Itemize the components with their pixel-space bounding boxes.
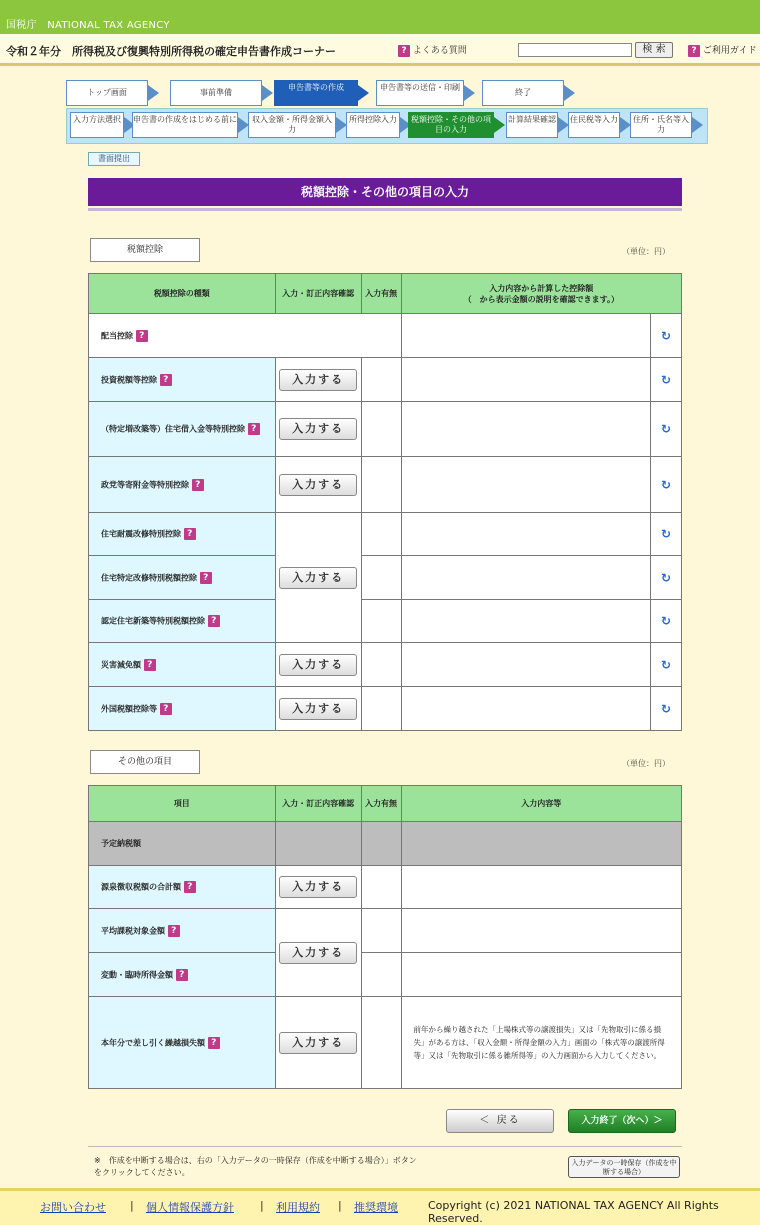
row-label: 配当控除 xyxy=(101,331,133,340)
table-row xyxy=(89,314,402,358)
footer-separator: | xyxy=(338,1199,342,1212)
col-header: 入力・訂正内容確認 xyxy=(275,274,361,314)
table-row xyxy=(89,513,276,556)
title-bar xyxy=(0,34,760,66)
substep-tax-credit xyxy=(408,112,494,138)
substep-input-method[interactable] xyxy=(70,112,124,138)
explain-icon[interactable]: ↻ xyxy=(660,570,672,585)
col-header: 入力有無 xyxy=(361,274,401,314)
agency-bar xyxy=(0,0,760,34)
explain-icon[interactable]: ↻ xyxy=(660,422,672,436)
content-cell xyxy=(401,909,681,953)
explain-icon[interactable]: ↻ xyxy=(660,477,672,492)
step-label: 申告書等の作成 xyxy=(288,83,344,92)
substep-result xyxy=(506,112,558,138)
button-cell xyxy=(275,513,361,643)
explain-cell xyxy=(651,687,682,731)
table-row xyxy=(89,822,276,866)
amount-cell xyxy=(401,643,650,687)
explain-cell xyxy=(651,600,682,643)
unit-label: （単位：円） xyxy=(622,247,670,256)
row-label: 災害減免額 xyxy=(101,660,141,669)
status-cell xyxy=(361,687,401,731)
row-label: 変動・臨時所得金額 xyxy=(101,970,173,979)
substep-income[interactable] xyxy=(248,112,336,138)
amount-cell xyxy=(401,402,650,457)
status-cell xyxy=(361,358,401,402)
copyright: Copyright (c) 2021 NATIONAL TAX AGENCY All Rights Reserved. xyxy=(428,1199,719,1225)
step-create xyxy=(274,80,358,106)
substep-resident-tax xyxy=(568,112,620,138)
substep-label: 住民税等入力 xyxy=(570,115,618,124)
section-tax-credit: 税額控除 xyxy=(90,238,200,262)
guide-icon: ? xyxy=(688,45,700,57)
explain-icon[interactable]: ↻ xyxy=(660,372,672,387)
substep-before-start[interactable] xyxy=(132,112,238,138)
table-row xyxy=(89,997,276,1089)
table-row xyxy=(89,687,276,731)
input-button[interactable]: 入力する xyxy=(279,942,357,964)
status-cell xyxy=(361,600,401,643)
status-cell xyxy=(361,457,401,513)
question-icon: ? xyxy=(398,45,410,57)
help-icon[interactable]: ? xyxy=(200,572,212,584)
help-icon[interactable]: ? xyxy=(208,615,220,627)
footer-link-env[interactable]: 推奨環境 xyxy=(354,1201,398,1214)
explain-icon[interactable]: ↻ xyxy=(660,701,672,716)
section-other-items: その他の項目 xyxy=(90,750,200,774)
row-label: 予定納税額 xyxy=(101,839,141,848)
input-button[interactable]: 入力する xyxy=(279,1032,357,1054)
status-cell xyxy=(361,953,401,997)
substep-label: 計算結果確認 xyxy=(508,115,556,124)
substep-label: 申告書の作成をはじめる前に xyxy=(133,115,237,124)
explain-cell xyxy=(651,457,682,513)
amount-cell xyxy=(401,556,650,600)
amount-cell xyxy=(401,513,650,556)
explain-cell xyxy=(651,513,682,556)
help-icon[interactable]: ? xyxy=(192,479,204,491)
button-cell xyxy=(275,822,361,866)
button-cell xyxy=(275,457,361,513)
table-row xyxy=(89,358,276,402)
help-icon[interactable]: ? xyxy=(160,374,172,386)
button-cell xyxy=(275,909,361,997)
col-header: 入力・訂正内容確認 xyxy=(275,786,361,822)
search-input[interactable] xyxy=(518,43,632,57)
footer-link-contact[interactable]: お問い合わせ xyxy=(40,1201,106,1214)
col-header xyxy=(401,274,681,314)
unit-label: （単位：円） xyxy=(622,759,670,768)
row-label: 平均課税対象金額 xyxy=(101,926,165,935)
amount-cell xyxy=(401,600,650,643)
row-label: 認定住宅新築等特別税額控除 xyxy=(101,616,205,626)
col-header: 入力有無 xyxy=(361,786,401,822)
step-label: 事前準備 xyxy=(200,88,232,97)
col-header: 税額控除の種類 xyxy=(89,274,276,314)
help-icon[interactable]: ? xyxy=(208,1037,220,1049)
help-icon[interactable]: ? xyxy=(184,528,196,540)
row-label: 政党等寄附金等特別控除 xyxy=(101,480,189,489)
status-cell xyxy=(361,866,401,909)
substep-label: 収入金額・所得金額入力 xyxy=(252,115,332,134)
input-button[interactable]: 入力する xyxy=(279,369,357,391)
table-row xyxy=(89,953,276,997)
button-cell xyxy=(275,643,361,687)
title-divider xyxy=(88,208,682,211)
amount-cell xyxy=(401,358,650,402)
footer xyxy=(0,1188,760,1225)
table-row xyxy=(89,457,276,513)
footer-separator: | xyxy=(130,1199,134,1212)
amount-cell xyxy=(401,687,650,731)
help-icon[interactable]: ? xyxy=(184,881,196,893)
button-cell xyxy=(275,687,361,731)
input-button[interactable]: 入力する xyxy=(279,474,357,496)
amount-cell xyxy=(401,457,650,513)
help-icon[interactable]: ? xyxy=(176,969,188,981)
step-send xyxy=(376,80,464,106)
status-cell xyxy=(361,643,401,687)
button-cell xyxy=(275,358,361,402)
explain-icon[interactable]: ↻ xyxy=(660,328,672,343)
input-button[interactable]: 入力する xyxy=(279,698,357,720)
row-label: 住宅特定改修特別税額控除 xyxy=(101,573,197,582)
button-cell xyxy=(275,866,361,909)
row-label: 外国税額控除等 xyxy=(101,704,157,713)
help-icon[interactable]: ? xyxy=(144,659,156,671)
row-label: （特定増改築等）住宅借入金等特別控除 xyxy=(101,424,245,434)
explain-cell xyxy=(651,643,682,687)
table-row xyxy=(89,600,276,643)
button-cell xyxy=(275,402,361,457)
input-button[interactable]: 入力する xyxy=(279,876,357,898)
step-label: 終了 xyxy=(515,88,531,97)
search-button[interactable]: 検 索 xyxy=(635,42,673,58)
status-cell xyxy=(361,513,401,556)
help-icon[interactable]: ? xyxy=(248,423,260,435)
row-label: 本年分で差し引く繰越損失額 xyxy=(101,1038,205,1047)
input-button[interactable]: 入力する xyxy=(279,654,357,676)
col-header-subtext: （ から表示金額の説明を確認できます。） xyxy=(463,294,619,304)
content-cell xyxy=(401,822,681,866)
faq-link[interactable] xyxy=(398,43,467,57)
step-end xyxy=(482,80,564,106)
explain-cell xyxy=(651,402,682,457)
table-row xyxy=(89,866,276,909)
col-header: 入力内容等 xyxy=(401,786,681,822)
suspend-note: ※ 作成を中断する場合は、右の「入力データの一時保存（作成を中断する場合）」ボタンをクリックしてください。 xyxy=(94,1156,417,1177)
page-title: 税額控除・その他の項目の入力 xyxy=(88,178,682,206)
row-label: 住宅耐震改修特別控除 xyxy=(101,529,181,539)
row-label: 源泉徴収税額の合計額 xyxy=(101,882,181,892)
substep-address xyxy=(630,112,692,138)
help-icon[interactable]: ? xyxy=(168,925,180,937)
substep-label: 所得控除入力 xyxy=(349,115,397,124)
substep-label: 税額控除・その他の項目の入力 xyxy=(411,115,491,134)
status-cell xyxy=(361,556,401,600)
paper-submit-link[interactable]: 書面提出 xyxy=(88,152,140,166)
input-button[interactable]: 入力する xyxy=(279,418,357,440)
help-icon[interactable]: ? xyxy=(136,330,148,342)
help-icon[interactable]: ? xyxy=(160,703,172,715)
status-cell xyxy=(361,402,401,457)
table-row xyxy=(89,402,276,457)
input-button[interactable]: 入力する xyxy=(279,567,357,589)
step-label: 申告書等の送信・印刷 xyxy=(380,83,460,92)
footer-link-privacy[interactable]: 個人情報保護方針 xyxy=(146,1201,234,1214)
other-items-table xyxy=(88,785,682,1089)
divider xyxy=(88,1146,682,1147)
faq-label: よくある質問 xyxy=(412,46,467,56)
agency-name: 国税庁 NATIONAL TAX AGENCY xyxy=(6,20,170,31)
explain-cell xyxy=(651,556,682,600)
status-cell xyxy=(361,822,401,866)
guide-label: ご利用ガイド xyxy=(702,46,757,56)
substep-label: 入力方法選択 xyxy=(73,115,121,124)
substep-deduction[interactable] xyxy=(346,112,400,138)
explain-cell xyxy=(651,358,682,402)
substep-label: 住所・氏名等入力 xyxy=(633,115,689,134)
step-label: トップ画面 xyxy=(87,88,127,97)
table-row xyxy=(89,643,276,687)
content-cell xyxy=(401,866,681,909)
explain-icon[interactable]: ↻ xyxy=(660,614,672,628)
amount-cell xyxy=(401,314,650,358)
next-button[interactable]: 入力終了（次へ）＞ xyxy=(568,1109,676,1133)
status-cell xyxy=(361,997,401,1089)
table-row xyxy=(89,909,276,953)
explain-icon[interactable]: ↻ xyxy=(660,657,672,672)
step-top[interactable] xyxy=(66,80,148,106)
col-header-text: 入力内容から計算した控除額 xyxy=(489,283,594,293)
button-cell xyxy=(275,997,361,1089)
tax-credit-table xyxy=(88,273,682,731)
status-cell xyxy=(361,909,401,953)
footer-link-terms[interactable]: 利用規約 xyxy=(276,1201,320,1214)
loss-note: 前年から繰り越された「上場株式等の譲渡損失」又は「先物取引に係る損失」がある方は、「収入金額・所得金額の入力」画面の「株式等の譲渡所得等」又は「先物取引に係る雑所得等」の入力画面から入力してください。 xyxy=(401,997,681,1089)
save-temp-button[interactable]: 入力データの一時保存（作成を中断する場合） xyxy=(568,1156,680,1178)
guide-link[interactable] xyxy=(688,43,757,57)
step-prep[interactable] xyxy=(170,80,262,106)
footer-separator: | xyxy=(260,1199,264,1212)
table-row xyxy=(89,556,276,600)
corner-title: 令和２年分 所得税及び復興特別所得税の確定申告書作成コーナー xyxy=(6,45,336,58)
explain-cell xyxy=(651,314,682,358)
explain-icon[interactable]: ↻ xyxy=(660,527,672,541)
back-button[interactable]: ＜ 戻る xyxy=(446,1109,554,1133)
col-header: 項目 xyxy=(89,786,276,822)
content-cell xyxy=(401,953,681,997)
row-label: 投資税額等控除 xyxy=(101,375,157,384)
